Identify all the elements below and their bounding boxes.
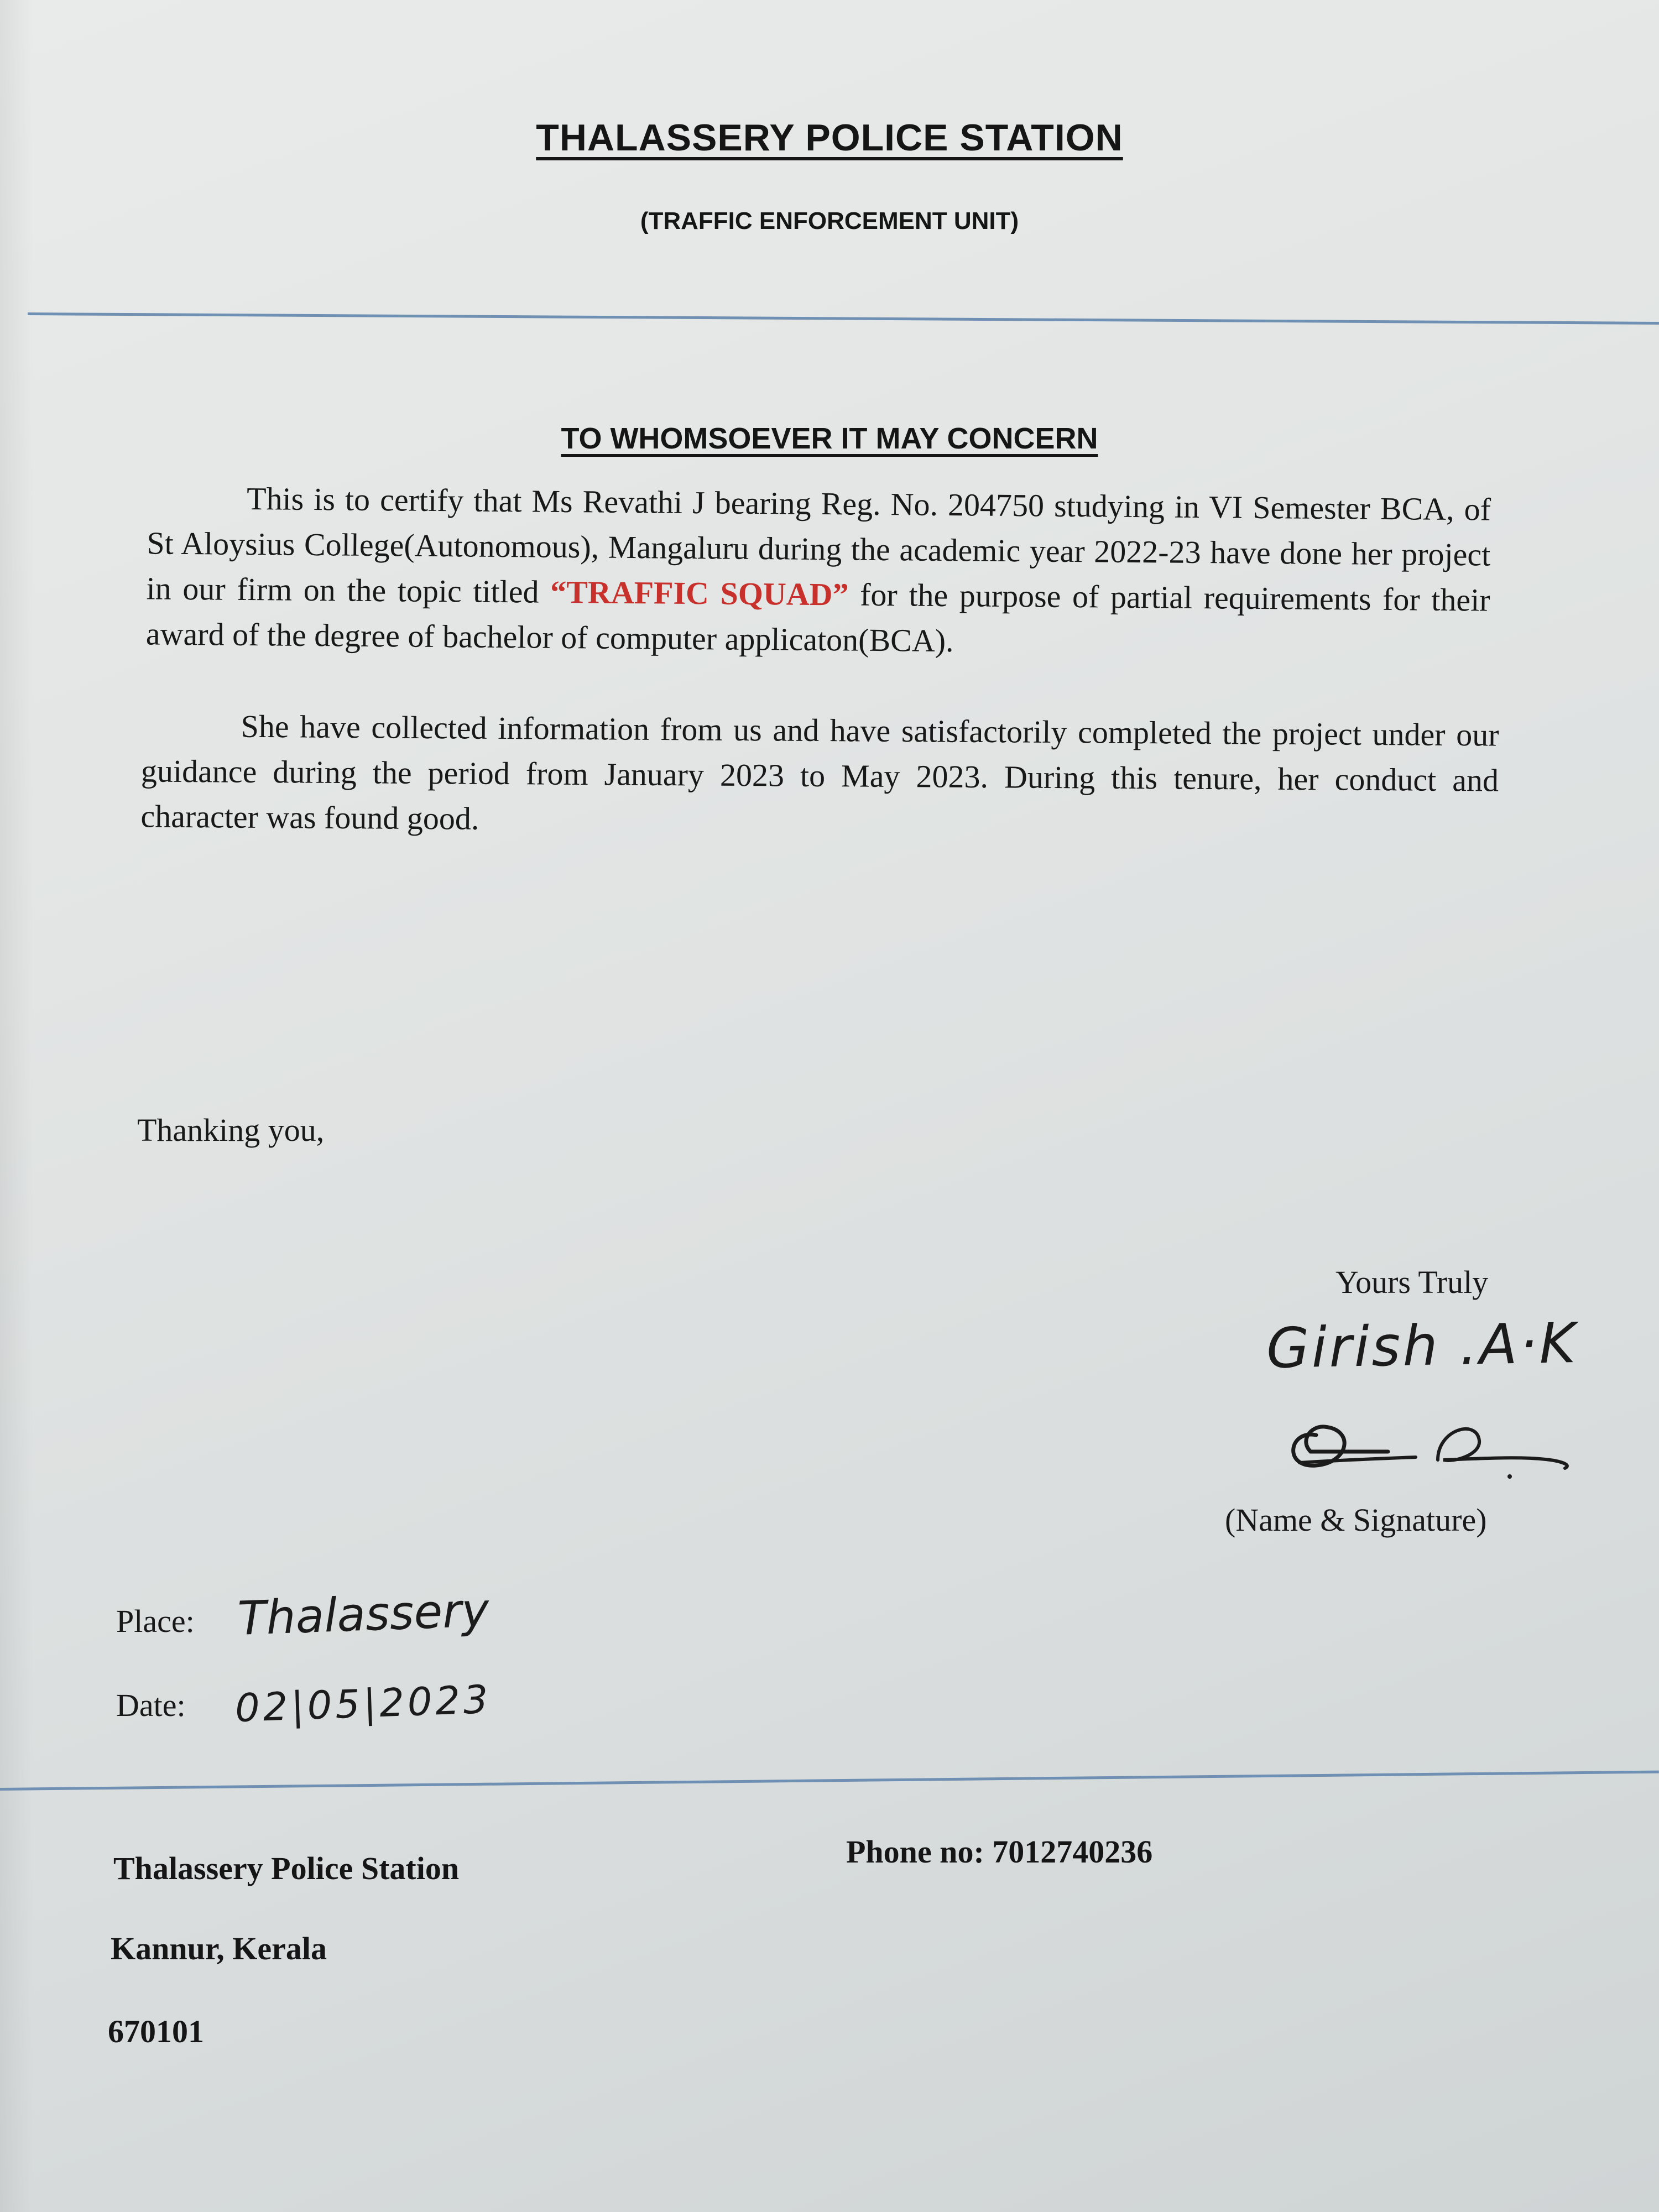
footer-phone: Phone no: 7012740236 [846,1834,1153,1870]
letterhead-title: THALASSERY POLICE STATION [536,117,1123,159]
handwritten-signature-name: Girish .A·K [1266,1311,1578,1381]
certificate-paragraph-2 [140,703,1499,848]
signature-scribble [1277,1407,1587,1485]
letter-heading: TO WHOMSOEVER IT MAY CONCERN [561,422,1098,455]
project-title: “TRAFFIC SQUAD” [550,573,849,613]
thanking-line: Thanking you, [137,1112,325,1148]
page-shadow [0,0,33,2212]
date-label: Date: [116,1687,186,1723]
footer-station: Thalassery Police Station [113,1850,460,1886]
place-value: Thalassery [237,1583,490,1646]
footer-pincode: 670101 [108,2013,204,2049]
date-value: 02|05|2023 [234,1676,492,1731]
header-divider [28,312,1659,325]
footer-location: Kannur, Kerala [111,1931,327,1966]
paragraph-1-text-end: for the purpose of partial requirements for their award of the degree of bachelor of computer applicaton(BCA). [145,576,1490,659]
footer-divider [0,1771,1659,1791]
paragraph-2-text: She have collected information from us and have satisfactorily completed the project under our guidance during the period from January 2023 to May 2023. During this tenure, her conduct and character was found good. [140,708,1499,837]
place-label: Place: [116,1603,195,1639]
paragraph-1-text: This is to certify that Ms Revathi J bearing Reg. No. 204750 studying in VI Semester BCA, of St Aloysius College(Autonomous), Mangaluru during the academic year 2022-23 have done her project in our firm on the topic titled [146,480,1491,610]
closing-line: Yours Truly [1335,1264,1489,1300]
signature-caption: (Name & Signature) [1225,1502,1487,1538]
certificate-paragraph-1 [146,475,1491,668]
letterhead-subtitle: (TRAFFIC ENFORCEMENT UNIT) [640,207,1019,234]
